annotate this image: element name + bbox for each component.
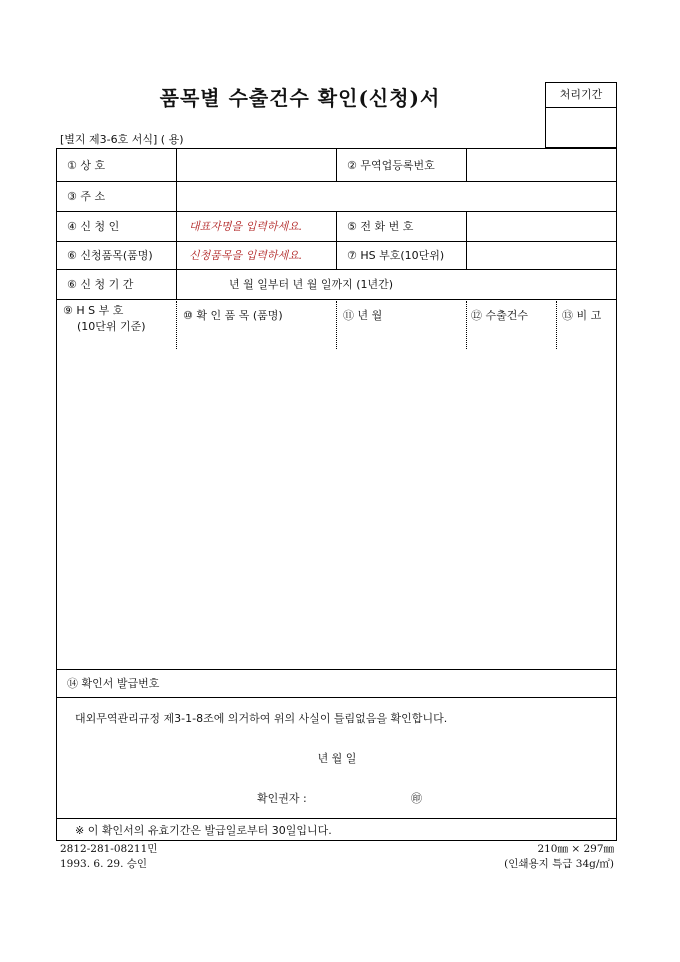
period-label: ⑥ 신 청 기 간 — [67, 278, 134, 291]
trade-registration-input[interactable] — [467, 149, 617, 181]
approval-date: 1993. 6. 29. 승인 — [60, 858, 148, 870]
hs-code-column-header: ⑨ H S 부 호 — [63, 304, 124, 317]
seal-mark: ㊞ — [411, 792, 422, 805]
processing-period-box — [545, 82, 617, 148]
company-input[interactable] — [177, 149, 336, 181]
trade-registration-label: ② 무역업등록번호 — [347, 159, 435, 172]
applicant-label: ④ 신 청 인 — [67, 220, 120, 233]
address-label: ③ 주 소 — [67, 190, 106, 203]
form-code: 2812-281-08211민 — [60, 843, 158, 855]
confirm-item-column-header: ⑩ 확 인 품 목 (품명) — [183, 309, 283, 322]
items-table-body[interactable] — [57, 349, 617, 667]
date-line: 년 월 일 — [317, 752, 357, 765]
phone-input[interactable] — [467, 211, 617, 241]
period-text[interactable]: 년 월 일부터 년 월 일까지 (1년간) — [229, 278, 394, 291]
remarks-column-header: ⑬ 비 고 — [562, 309, 602, 322]
processing-period-label: 처리기간 — [546, 83, 616, 108]
company-label: ① 상 호 — [67, 159, 106, 172]
validity-note: ※ 이 확인서의 유효기간은 발급일로부터 30일입니다. — [75, 824, 332, 837]
confirmation-statement: 대외무역관리규정 제3-1-8조에 의거하여 위의 사실이 틀림없음을 확인합니다. — [75, 712, 448, 725]
issue-number-label: ⑭ 확인서 발급번호 — [67, 677, 160, 690]
application-form — [56, 148, 617, 841]
export-count-column-header: ⑫ 수출건수 — [471, 309, 529, 322]
address-input[interactable] — [177, 181, 617, 211]
year-month-column-header: ⑪ 년 월 — [343, 309, 383, 322]
hs-code-input[interactable] — [467, 241, 617, 269]
item-input[interactable]: 신청품목을 입력하세요. — [189, 249, 303, 262]
page-title: 품목별 수출건수 확인(신청)서 — [159, 86, 441, 110]
applicant-input[interactable]: 대표자명을 입력하세요. — [189, 220, 303, 233]
authority-label: 확인권자 : — [257, 792, 307, 805]
paper-size: 210㎜ × 297㎜ — [537, 843, 614, 855]
paper-spec: (인쇄용지 특급 34g/㎡) — [504, 858, 614, 870]
phone-label: ⑤ 전 화 번 호 — [347, 220, 414, 233]
form-number: [별지 제3-6호 서식] ( 용) — [60, 133, 184, 146]
hs-code-label: ⑦ HS 부호(10단위) — [347, 249, 445, 262]
hs-code-column-subheader: (10단위 기준) — [77, 320, 146, 333]
item-label: ⑥ 신청품목(품명) — [67, 249, 153, 262]
